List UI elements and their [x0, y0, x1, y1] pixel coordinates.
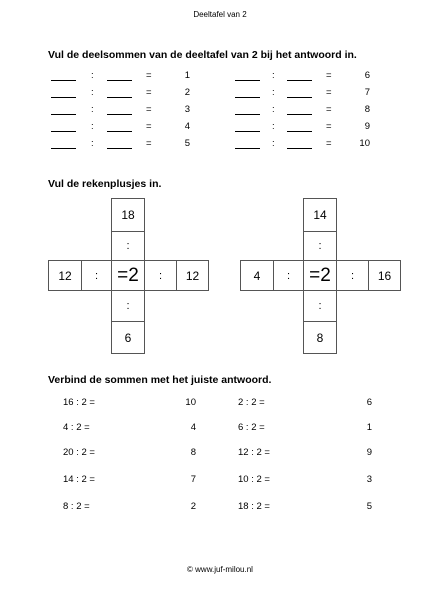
colon-sign: : — [91, 121, 94, 132]
dividend-blank[interactable] — [235, 114, 260, 115]
answer-value: 6 — [364, 70, 370, 81]
plus1-right-colon-cell: : — [144, 260, 177, 291]
answer-value: 10 — [359, 138, 370, 149]
colon-sign: : — [272, 87, 275, 98]
match-answer-1[interactable]: 4 — [190, 422, 196, 433]
section1-title: Vul de deelsommen van de deeltafel van 2 bij het antwoord in. — [48, 49, 357, 61]
plus2-left-colon-cell: : — [273, 260, 304, 291]
answer-value: 7 — [364, 87, 370, 98]
equals-sign: = — [326, 87, 332, 98]
answer-value: 9 — [364, 121, 370, 132]
plus1-left-cell: 12 — [48, 260, 82, 291]
dividend-blank[interactable] — [235, 97, 260, 98]
match-answer-2[interactable]: 5 — [366, 501, 372, 512]
answer-value: 5 — [184, 138, 190, 149]
match-sum-2[interactable]: 6 : 2 = — [238, 422, 265, 433]
answer-value: 8 — [364, 104, 370, 115]
plus2-right-colon-cell: : — [336, 260, 369, 291]
match-sum-1[interactable]: 4 : 2 = — [63, 422, 90, 433]
match-sum-2[interactable]: 12 : 2 = — [238, 447, 270, 458]
plus1-right-cell: 12 — [176, 260, 209, 291]
colon-sign: : — [91, 104, 94, 115]
plus2-top-colon-cell: : — [303, 231, 337, 261]
section2-title: Vul de rekenplusjes in. — [48, 178, 162, 190]
answer-value: 4 — [184, 121, 190, 132]
answer-value: 1 — [184, 70, 190, 81]
equals-sign: = — [326, 104, 332, 115]
match-answer-2[interactable]: 3 — [366, 474, 372, 485]
division-row-right — [0, 140, 440, 152]
match-sum-1[interactable]: 20 : 2 = — [63, 447, 95, 458]
equals-sign: = — [146, 121, 152, 132]
division-row-right — [0, 123, 440, 135]
division-row-right — [0, 89, 440, 101]
divisor-blank[interactable] — [287, 114, 312, 115]
match-sum-2[interactable]: 10 : 2 = — [238, 474, 270, 485]
plus2-bottom-colon-cell: : — [303, 290, 337, 322]
plus1-bottom-cell: 6 — [111, 321, 145, 354]
divisor-blank[interactable] — [287, 148, 312, 149]
dividend-blank[interactable] — [235, 148, 260, 149]
section3-title: Verbind de sommen met het juiste antwoord. — [48, 374, 272, 386]
plus1-top-cell: 18 — [111, 198, 145, 232]
plus1-top-colon-cell: : — [111, 231, 145, 261]
match-sum-2[interactable]: 2 : 2 = — [238, 397, 265, 408]
match-sum-1[interactable]: 14 : 2 = — [63, 474, 95, 485]
plus2-top-cell: 14 — [303, 198, 337, 232]
colon-sign: : — [91, 70, 94, 81]
divisor-blank[interactable] — [287, 80, 312, 81]
page-header-title: Deeltafel van 2 — [193, 10, 247, 19]
match-answer-1[interactable]: 10 — [185, 397, 196, 408]
colon-sign: : — [272, 138, 275, 149]
divisor-blank[interactable] — [287, 131, 312, 132]
equals-sign: = — [326, 138, 332, 149]
equals-sign: = — [146, 138, 152, 149]
equals-sign: = — [326, 121, 332, 132]
division-row-right — [0, 106, 440, 118]
dividend-blank[interactable] — [235, 131, 260, 132]
plus1-bottom-colon-cell: : — [111, 290, 145, 322]
plus2-right-cell: 16 — [368, 260, 401, 291]
match-answer-1[interactable]: 8 — [190, 447, 196, 458]
plus2-left-cell: 4 — [240, 260, 274, 291]
match-sum-2[interactable]: 18 : 2 = — [238, 501, 270, 512]
colon-sign: : — [91, 138, 94, 149]
equals-sign: = — [326, 70, 332, 81]
match-sum-1[interactable]: 16 : 2 = — [63, 397, 95, 408]
footer-copyright: © www.juf-milou.nl — [187, 565, 253, 574]
colon-sign: : — [272, 70, 275, 81]
answer-value: 2 — [184, 87, 190, 98]
match-sum-1[interactable]: 8 : 2 = — [63, 501, 90, 512]
colon-sign: : — [272, 104, 275, 115]
plus2-center-cell: =2 — [303, 260, 337, 291]
match-answer-2[interactable]: 1 — [366, 422, 372, 433]
equals-sign: = — [146, 70, 152, 81]
equals-sign: = — [146, 104, 152, 115]
divisor-blank[interactable] — [287, 97, 312, 98]
plus1-left-colon-cell: : — [81, 260, 112, 291]
plus1-center-cell: =2 — [111, 260, 145, 291]
division-row-right — [0, 72, 440, 84]
match-answer-1[interactable]: 2 — [190, 501, 196, 512]
match-answer-2[interactable]: 9 — [366, 447, 372, 458]
equals-sign: = — [146, 87, 152, 98]
colon-sign: : — [272, 121, 275, 132]
match-answer-2[interactable]: 6 — [366, 397, 372, 408]
dividend-blank[interactable] — [235, 80, 260, 81]
answer-value: 3 — [184, 104, 190, 115]
colon-sign: : — [91, 87, 94, 98]
match-answer-1[interactable]: 7 — [190, 474, 196, 485]
plus2-bottom-cell: 8 — [303, 321, 337, 354]
